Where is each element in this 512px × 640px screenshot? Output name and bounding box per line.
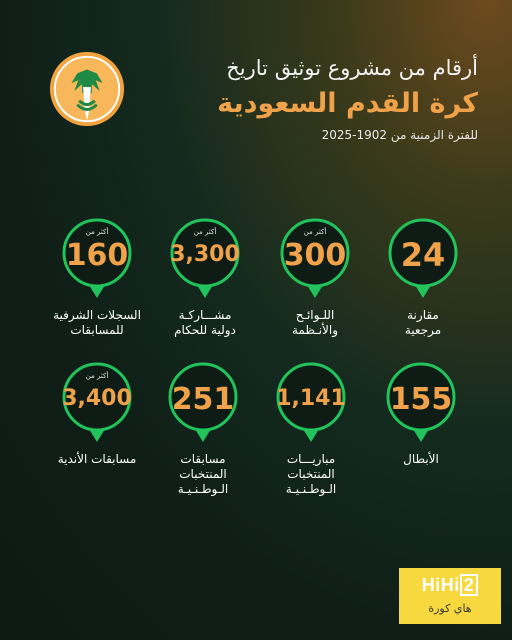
stat-prefix: أكثر من bbox=[303, 228, 327, 236]
stat-label: مسابقات المنتخبات الـوطـنـيـة bbox=[177, 452, 229, 496]
stat-value: 251 bbox=[171, 382, 235, 417]
stat-value: 155 bbox=[389, 382, 453, 417]
stat-prefix: أكثر من bbox=[193, 228, 217, 236]
stat-value: 24 bbox=[400, 236, 446, 274]
header-period: للفترة الزمنية من 1902-2025 bbox=[321, 128, 478, 142]
stat-label: اللـوائـح والأنـظمة bbox=[291, 308, 339, 337]
stat-value: 160 bbox=[65, 238, 129, 273]
stat-prefix: أكثر من bbox=[85, 228, 109, 236]
stat-value: 3,400 bbox=[62, 386, 132, 411]
saff-palm-logo-icon bbox=[48, 50, 126, 128]
stat-label: مشـــاركـة دولية للحكام bbox=[174, 308, 236, 337]
stat-prefix: أكثر من bbox=[85, 372, 109, 380]
stat-label: السجلات الشرفية للمسابقات bbox=[53, 308, 141, 337]
stat-label: مسابقات الأندية bbox=[57, 452, 137, 466]
header bbox=[148, 54, 478, 142]
brand-tagline: هاي كورة bbox=[428, 602, 472, 615]
stat-value: 300 bbox=[283, 238, 347, 273]
brand-wordmark: HiHi 2 bbox=[399, 574, 501, 596]
stat-label: مقارنة مرجعية bbox=[404, 308, 442, 337]
stat-value: 3,300 bbox=[170, 242, 240, 267]
stat-label: مباريـــات المنتخبات الـوطـنـيـة bbox=[285, 452, 337, 496]
stat-value: 1,141 bbox=[276, 386, 346, 411]
stat-label: الأبطال bbox=[403, 452, 439, 466]
hihi2-brand-logo bbox=[399, 568, 501, 624]
header-title: أرقام من مشروع توثيق تاريخ bbox=[226, 56, 478, 80]
header-subtitle: كرة القدم السعودية bbox=[217, 88, 478, 119]
